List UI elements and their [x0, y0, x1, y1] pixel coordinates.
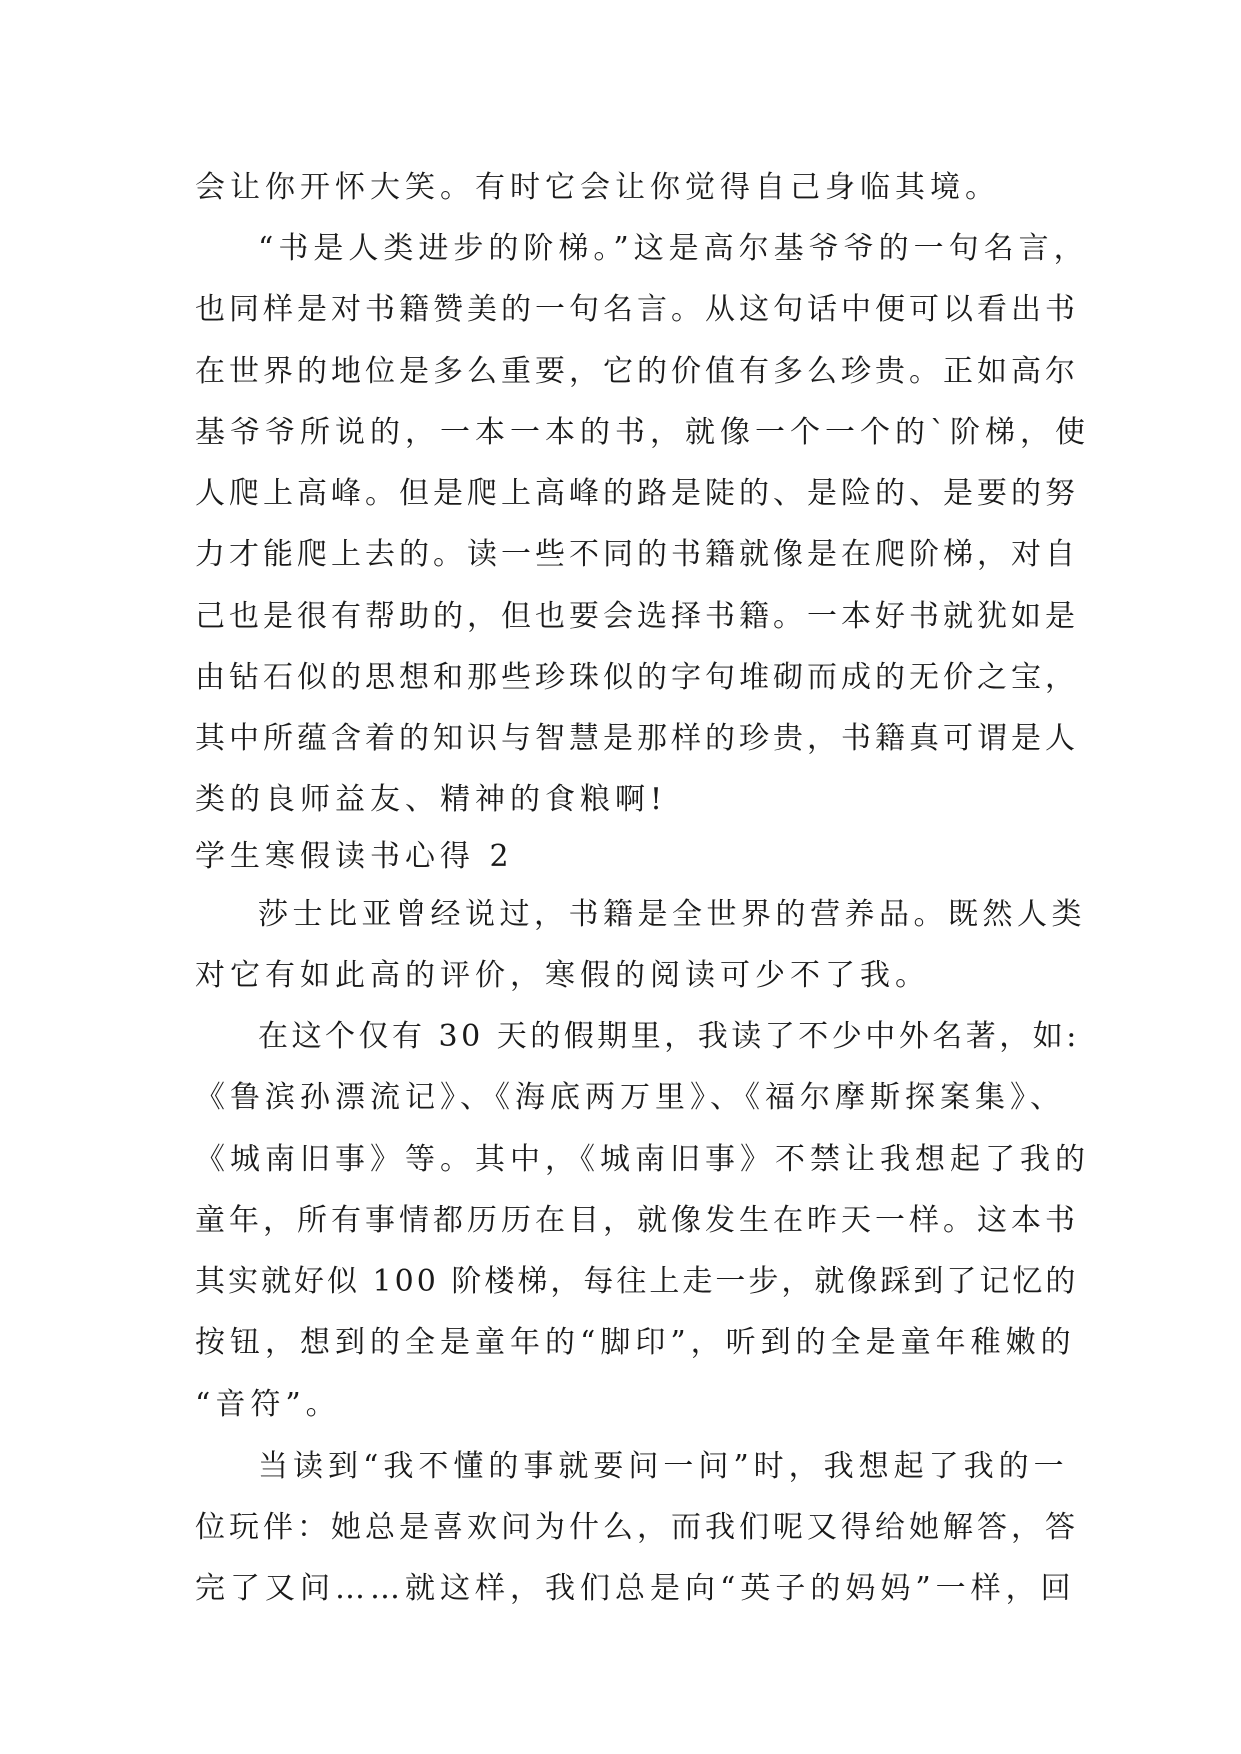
section-heading: 学生寒假读书心得 2 — [195, 839, 514, 874]
paragraph-first-line: “书是人类进步的阶梯。”这是高尔基爷爷的一句名言， — [258, 231, 1089, 266]
text-line: 位玩伴：她总是喜欢问为什么，而我们呢又得给她解答，答 — [195, 1510, 1079, 1545]
text-line: 类的良师益友、精神的食粮啊! — [195, 782, 668, 817]
text-line: 《城南旧事》等。其中，《城南旧事》不禁让我想起了我的 — [195, 1142, 1090, 1177]
paragraph-first-line: 当读到“我不懂的事就要问一问”时，我想起了我的一 — [258, 1449, 1069, 1484]
text-line: 己也是很有帮助的，但也要会选择书籍。一本好书就犹如是 — [195, 599, 1079, 634]
paragraph-first-line: 莎士比亚曾经说过，书籍是全世界的营养品。既然人类 — [258, 897, 1086, 932]
text-line: 会让你开怀大笑。有时它会让你觉得自己身临其境。 — [195, 170, 1000, 205]
text-line: “音符”。 — [195, 1387, 341, 1422]
text-line: 也同样是对书籍赞美的一句名言。从这句话中便可以看出书 — [195, 292, 1079, 327]
text-line: 由钻石似的思想和那些珍珠似的字句堆砌而成的无价之宝， — [195, 660, 1079, 695]
text-line: 基爷爷所说的，一本一本的书，就像一个一个的`阶梯，使 — [195, 415, 1090, 450]
text-line: 按钮，想到的全是童年的“脚印”，听到的全是童年稚嫩的 — [195, 1325, 1076, 1360]
text-line: 《鲁滨孙漂流记》、《海底两万里》、《福尔摩斯探案集》、 — [195, 1080, 1065, 1115]
text-line: 其实就好似 100 阶楼梯，每往上走一步，就像踩到了记忆的 — [195, 1264, 1079, 1299]
paragraph-first-line: 在这个仅有 30 天的假期里，我读了不少中外名著，如: — [258, 1019, 1080, 1054]
text-line: 其中所蕴含着的知识与智慧是那样的珍贵，书籍真可谓是人 — [195, 721, 1079, 756]
text-line: 力才能爬上去的。读一些不同的书籍就像是在爬阶梯，对自 — [195, 537, 1079, 572]
text-line: 对它有如此高的评价，寒假的阅读可少不了我。 — [195, 958, 930, 993]
text-line: 完了又问……就这样，我们总是向“英子的妈妈”一样，回 — [195, 1571, 1076, 1606]
text-line: 童年，所有事情都历历在目，就像发生在昨天一样。这本书 — [195, 1203, 1079, 1238]
text-line: 在世界的地位是多么重要，它的价值有多么珍贵。正如高尔 — [195, 354, 1079, 389]
text-line: 人爬上高峰。但是爬上高峰的路是陡的、是险的、是要的努 — [195, 476, 1079, 511]
